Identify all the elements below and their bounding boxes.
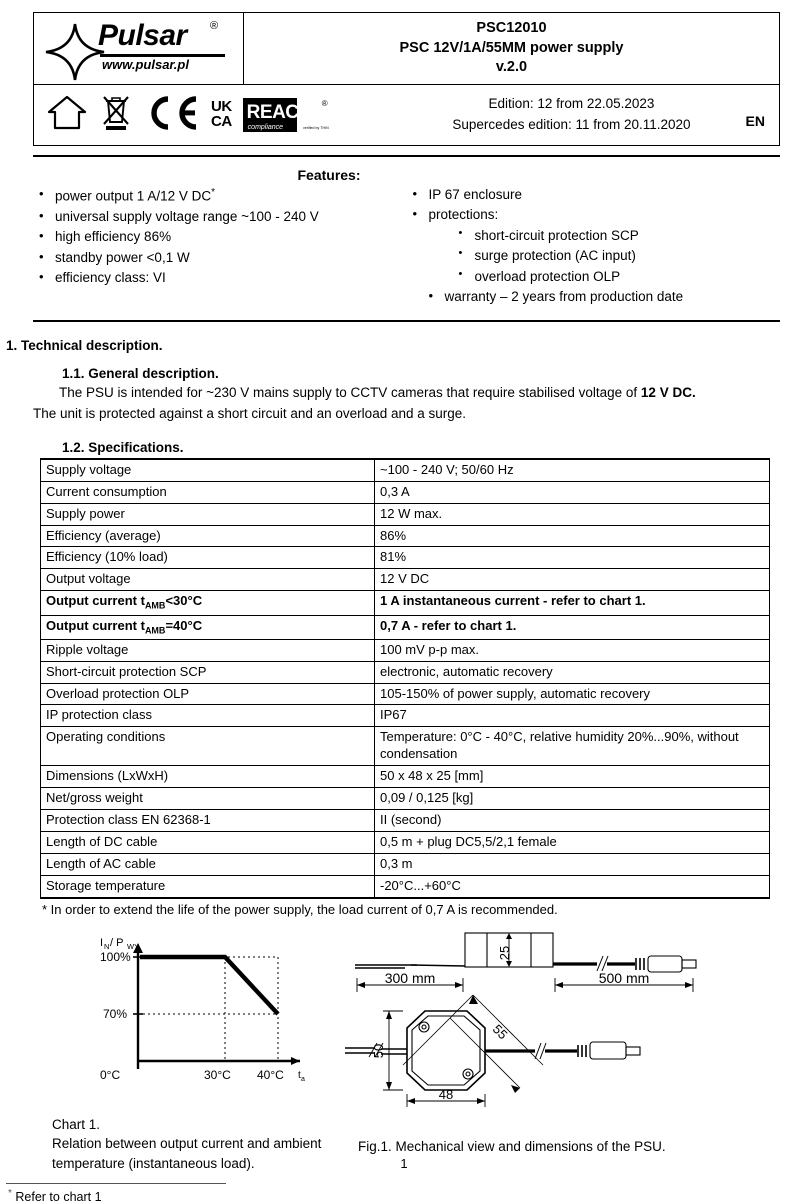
table-row xyxy=(41,639,770,661)
chart-1 xyxy=(100,929,320,1092)
specifications-table xyxy=(40,458,770,899)
svg-text:a: a xyxy=(301,1075,305,1083)
reach-compliance-icon xyxy=(243,98,331,132)
svg-text:N: N xyxy=(104,941,110,951)
spec-key: Operating conditions xyxy=(41,727,375,766)
spec-key: Current consumption xyxy=(41,481,375,503)
table-row xyxy=(41,875,770,897)
edition-line: Edition: 12 from 22.05.2023 xyxy=(488,96,655,112)
pulsar-star-logo-icon xyxy=(44,23,106,84)
ukca-line1: UK xyxy=(211,98,232,116)
spec-key: Dimensions (LxWxH) xyxy=(41,766,375,788)
svg-text:/ P: / P xyxy=(110,936,124,949)
header-top-row xyxy=(34,13,779,85)
product-name: PSC 12V/1A/55MM power supply xyxy=(399,39,624,56)
certification-marks xyxy=(34,89,364,140)
protection-item: • overload protection OLP xyxy=(453,267,781,288)
spec-value: 50 x 48 x 25 [mm] xyxy=(375,766,770,788)
svg-text:70%: 70% xyxy=(103,1006,128,1021)
table-row xyxy=(41,591,770,615)
table-row xyxy=(41,766,770,788)
header-bottom-row xyxy=(34,85,779,145)
table-row xyxy=(41,459,770,481)
logo-cell xyxy=(34,13,244,84)
product-version: v.2.0 xyxy=(495,59,528,76)
section-heading-1: 1. Technical description. xyxy=(6,337,163,353)
table-row xyxy=(41,569,770,591)
datasheet-page xyxy=(0,12,808,1204)
supercedes-line: Supercedes edition: 11 from 20.11.2020 xyxy=(452,116,691,132)
reach-tiny-text: verified by THIN xyxy=(302,125,329,130)
protection-paragraph: The unit is protected against a short circuit and an overload and a surge. xyxy=(33,406,467,422)
spec-key: Protection class EN 62368-1 xyxy=(41,809,375,831)
spec-key: Efficiency (average) xyxy=(41,525,375,547)
spec-key: Length of AC cable xyxy=(41,853,375,875)
edition-cell xyxy=(364,94,779,135)
general-description-text: The PSU is intended for ~230 V mains supply to CCTV cameras that require stabilised voltage of xyxy=(59,384,641,400)
svg-text:t: t xyxy=(298,1069,301,1081)
svg-text:55: 55 xyxy=(489,1020,511,1042)
svg-text:48: 48 xyxy=(438,1086,454,1102)
features-columns xyxy=(0,185,808,308)
spec-key: IP protection class xyxy=(41,705,375,727)
spec-value: 0,3 A xyxy=(375,481,770,503)
table-row xyxy=(41,809,770,831)
features-divider xyxy=(33,320,780,322)
svg-text:0°C: 0°C xyxy=(100,1067,121,1082)
spec-key: Efficiency (10% load) xyxy=(41,547,375,569)
spec-key: Storage temperature xyxy=(41,875,375,897)
section-heading-1-2: 1.2. Specifications. xyxy=(62,439,184,455)
footnote xyxy=(8,1188,808,1204)
footnote-divider xyxy=(6,1183,226,1184)
indoor-use-house-icon xyxy=(46,94,88,135)
warranty-item: • warranty – 2 years from production date xyxy=(407,287,781,308)
spec-key: Net/gross weight xyxy=(41,788,375,810)
spec-key: Output voltage xyxy=(41,569,375,591)
table-row xyxy=(41,547,770,569)
logo-url-text: www.pulsar.pl xyxy=(102,57,189,72)
spec-value: electronic, automatic recovery xyxy=(375,661,770,683)
language-code: EN xyxy=(745,112,765,129)
svg-text:30°C: 30°C xyxy=(204,1067,231,1082)
feature-item xyxy=(33,185,407,207)
table-row xyxy=(41,615,770,639)
figures-row xyxy=(0,923,808,1113)
reach-registered-mark: ® xyxy=(321,98,328,108)
svg-text:300 mm: 300 mm xyxy=(384,969,436,986)
spec-key: Supply voltage xyxy=(41,459,375,481)
svg-text:500 mm: 500 mm xyxy=(598,969,650,986)
spec-key: Supply power xyxy=(41,503,375,525)
feature-item: • efficiency class: VI xyxy=(33,268,407,289)
footnote-text: Refer to chart 1 xyxy=(15,1189,102,1204)
document-header xyxy=(33,12,780,146)
protection-item: • short-circuit protection SCP xyxy=(453,226,781,247)
features-right-column xyxy=(407,185,781,308)
table-row xyxy=(41,831,770,853)
spec-value: 100 mV p-p max. xyxy=(375,639,770,661)
spec-value: 86% xyxy=(375,525,770,547)
logo-brand-text: Pulsar xyxy=(98,19,187,52)
general-description-bold: 12 V DC. xyxy=(640,384,696,400)
spec-value: 12 W max. xyxy=(375,503,770,525)
spec-value: 105-150% of power supply, automatic recovery xyxy=(375,683,770,705)
spec-value: II (second) xyxy=(375,809,770,831)
ukca-mark-icon xyxy=(211,100,232,129)
spec-key: Overload protection OLP xyxy=(41,683,375,705)
table-footnote: * In order to extend the life of the power supply, the load current of 0,7 A is recommended. xyxy=(42,901,558,917)
logo-registered-mark: ® xyxy=(210,20,219,32)
weee-crossed-bin-icon xyxy=(99,93,133,136)
spec-value: -20°C...+60°C xyxy=(375,875,770,897)
svg-text:40°C: 40°C xyxy=(257,1067,284,1082)
spec-value: 0,7 A - refer to chart 1. xyxy=(375,615,770,639)
spec-value: 0,5 m + plug DC5,5/2,1 female xyxy=(375,831,770,853)
footnote-star: * xyxy=(8,1187,12,1199)
features-title: Features: xyxy=(297,166,361,183)
chart-caption-text: Relation between output current and ambient temperature (instantaneous load). xyxy=(52,1136,322,1171)
feature-item: • high efficiency 86% xyxy=(33,227,407,248)
section-heading-1-1: 1.1. General description. xyxy=(62,365,219,381)
table-row xyxy=(41,705,770,727)
chart-caption-title: Chart 1. xyxy=(52,1116,101,1132)
feature-item: • universal supply voltage range ~100 - 240 V xyxy=(33,207,407,228)
table-row xyxy=(41,503,770,525)
spec-value: 0,3 m xyxy=(375,853,770,875)
feature-item: • protections: xyxy=(407,205,781,226)
spec-value: Temperature: 0°C - 40°C, relative humidity 20%...90%, without condensation xyxy=(375,727,770,766)
feature-item: • IP 67 enclosure xyxy=(407,185,781,206)
feature-item: • standby power <0,1 W xyxy=(33,248,407,269)
svg-text:100%: 100% xyxy=(100,949,131,964)
table-row xyxy=(41,683,770,705)
reach-sub-text: compliance xyxy=(247,123,284,131)
reach-main-text: REACH xyxy=(246,101,312,123)
spec-key: Ripple voltage xyxy=(41,639,375,661)
features-left-column xyxy=(33,185,407,308)
ukca-line2: CA xyxy=(211,112,232,130)
spec-value: ~100 - 240 V; 50/60 Hz xyxy=(375,459,770,481)
spec-value: 0,09 / 0,125 [kg] xyxy=(375,788,770,810)
spec-value: 81% xyxy=(375,547,770,569)
spec-value: IP67 xyxy=(375,705,770,727)
svg-text:WY: WY xyxy=(127,941,140,951)
spec-value: 12 V DC xyxy=(375,569,770,591)
table-row xyxy=(41,661,770,683)
feature-text: power output 1 A/12 V DC xyxy=(55,188,212,204)
protection-item: • surge protection (AC input) xyxy=(453,246,781,267)
product-code: PSC12010 xyxy=(476,20,547,36)
product-title-cell xyxy=(244,13,779,84)
spec-key: Short-circuit protection SCP xyxy=(41,661,375,683)
table-row xyxy=(41,481,770,503)
svg-text:I: I xyxy=(100,936,104,949)
spec-value: 1 A instantaneous current - refer to chart 1. xyxy=(375,591,770,615)
header-divider xyxy=(33,155,780,157)
svg-text:50: 50 xyxy=(371,1043,386,1058)
table-row xyxy=(41,525,770,547)
svg-text:25: 25 xyxy=(497,945,512,960)
spec-key: Length of DC cable xyxy=(41,831,375,853)
figure-caption: Fig.1. Mechanical view and dimensions of the PSU. xyxy=(358,1138,666,1154)
spec-key: Output current $t_{AMB}=40^\circ C$ xyxy=(41,615,375,639)
page-number: 1 xyxy=(400,1156,408,1171)
table-row xyxy=(41,788,770,810)
footnote-marker: * xyxy=(211,186,215,198)
ce-mark-icon xyxy=(144,95,200,134)
spec-key: Output current $t_{AMB}<30^\circ C$ xyxy=(41,591,375,615)
general-description-paragraph xyxy=(33,383,808,403)
table-row xyxy=(41,853,770,875)
table-row xyxy=(41,727,770,766)
mechanical-drawing xyxy=(345,923,785,1111)
